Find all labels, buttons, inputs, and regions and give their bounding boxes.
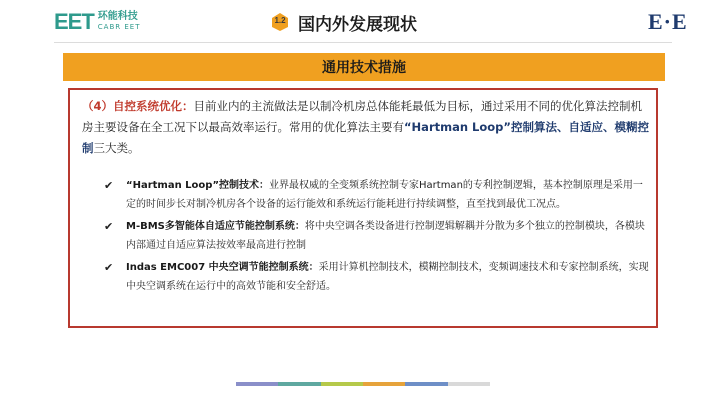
header: [0, 0, 726, 44]
list-item: [104, 176, 652, 214]
footer-segment: [278, 382, 320, 386]
page-title: 国内外发展现状: [298, 15, 417, 35]
checkmark-icon: ✔: [104, 179, 114, 192]
company-logo: [54, 9, 141, 35]
lead-text-part2: 三大类。: [93, 141, 140, 155]
list-item: [104, 258, 652, 296]
lead-paragraph: [82, 96, 650, 159]
footer-segment: [448, 382, 490, 386]
footer-segment: [363, 382, 405, 386]
bullet-title: M-BMS多智能体自适应节能控制系统：: [126, 221, 305, 232]
section-number: 1.2: [274, 16, 286, 25]
bullet-title: “Hartman Loop”控制技术：: [126, 180, 270, 191]
checkmark-icon: ✔: [104, 220, 114, 233]
brand-logo-right: E·E: [648, 9, 688, 34]
bullet-text: 采用计算机控制技术，模糊控制技术，变频调速技术和专家控制系统，实现中央空调系统在运行中的高效节能和安全舒适。: [126, 262, 649, 292]
footer-segment: [405, 382, 447, 386]
bullet-list: [104, 176, 652, 296]
logo-english-name: CABR EET: [97, 23, 141, 31]
lead-keywords: “Hartman Loop”控制算法、自适应、模糊控制: [82, 120, 649, 155]
footer-segment: [321, 382, 363, 386]
checkmark-icon: ✔: [104, 261, 114, 274]
lead-label: （4）自控系统优化：: [82, 99, 194, 113]
bullet-text: 将中央空调各类设备进行控制逻辑解耦并分散为多个独立的控制模块，各模块内部通过自适应算法按效率最高进行控制: [126, 221, 645, 251]
footer-color-bar: [236, 382, 490, 386]
banner-title: 通用技术措施: [322, 60, 406, 76]
bullet-text: 业界最权威的全变频系统控制专家Hartman的专利控制逻辑，基本控制原理是采用一定的时间步长对制冷机房各个设备的运行能效和系统运行能耗进行持续调整，直至找到最优工况点。: [126, 180, 643, 210]
section-number-badge: [270, 12, 290, 32]
section-banner: [63, 53, 665, 81]
list-item: [104, 217, 652, 255]
logo-chinese-name: 环能科技: [97, 11, 138, 22]
content-frame: [68, 88, 658, 328]
header-divider: [54, 42, 672, 43]
logo-mark: EET: [54, 9, 94, 34]
bullet-title: Indas EMC007 中央空调节能控制系统：: [126, 262, 319, 273]
lead-text-part1: 目前业内的主流做法是以制冷机房总体能耗最低为目标，通过采用不同的优化算法控制机房主要设备在全工况下以最高效率运行。常用的优化算法主要有: [82, 99, 643, 134]
footer-segment: [236, 382, 278, 386]
